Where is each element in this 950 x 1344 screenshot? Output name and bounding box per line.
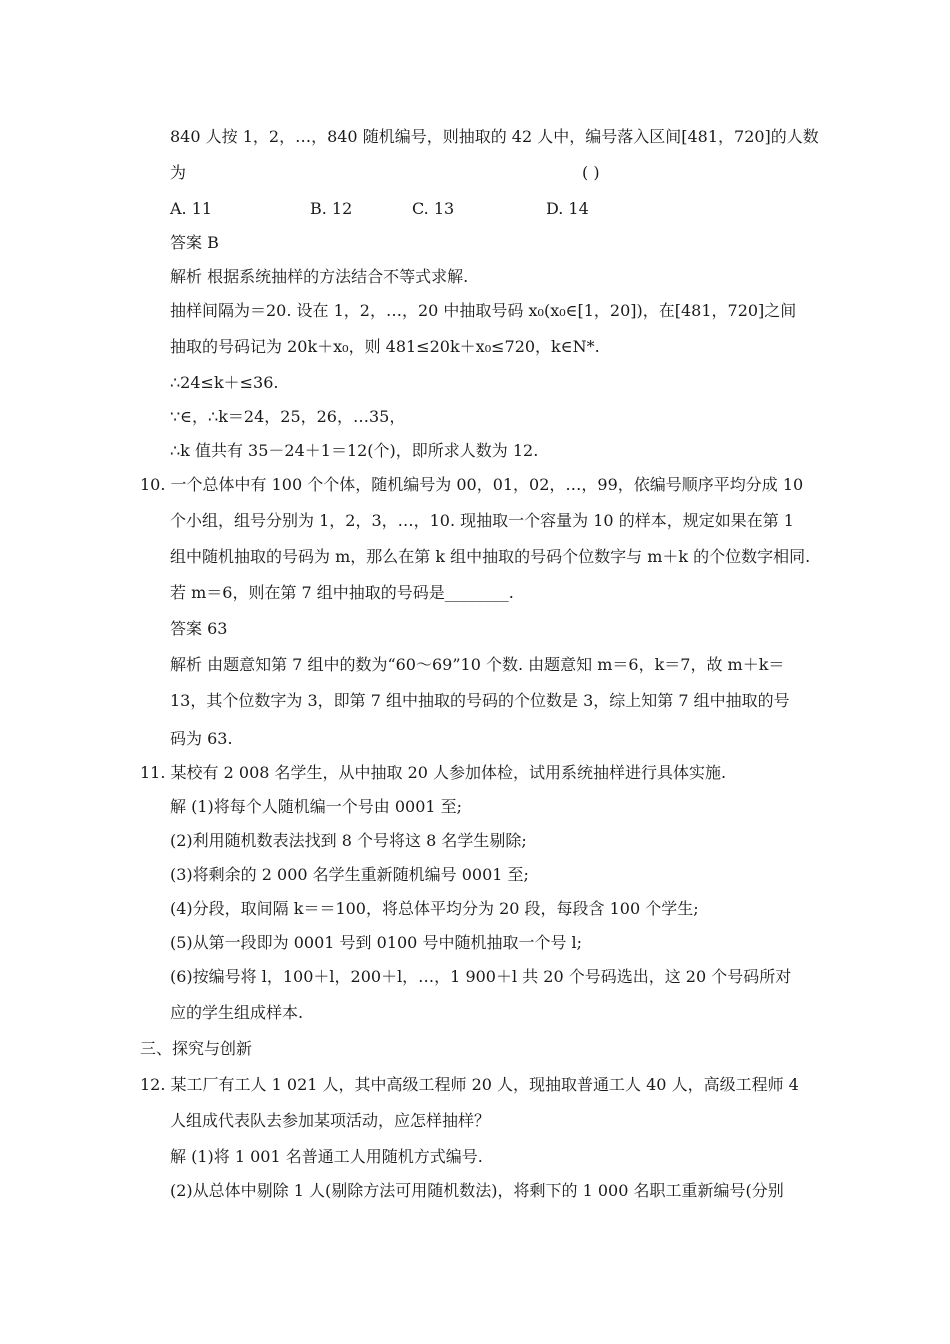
- question-11: 11. 某校有 2 008 名学生，从中抽取 20 人参加体检，试用系统抽样进行具体实施.: [140, 763, 727, 782]
- text-line: (5)从第一段即为 0001 号到 0100 号中随机抽取一个号 l;: [170, 933, 583, 952]
- solution-line: 解 (1)将每个人随机编一个号由 0001 至;: [170, 797, 463, 816]
- text-line: 抽样间隔为＝20. 设在 1，2，…，20 中抽取号码 x₀(x₀∈[1，20])，在[481，720]之间: [170, 301, 797, 320]
- question-10: 10. 一个总体中有 100 个个体，随机编号为 00，01，02，…，99，依编号顺序平均分成 10: [140, 475, 804, 494]
- option-a: A. 11: [170, 199, 213, 218]
- text-line: 应的学生组成样本.: [170, 1003, 304, 1022]
- text-line: 组中随机抽取的号码为 m，那么在第 k 组中抽取的号码个位数字与 m＋k 的个位数字相同.: [170, 547, 811, 566]
- text-line: (2)从总体中剔除 1 人(剔除方法可用随机数法)，将剩下的 1 000 名职工重新编号(分别: [170, 1181, 784, 1200]
- text-line: (3)将剩余的 2 000 名学生重新随机编号 0001 至;: [170, 865, 529, 884]
- text-line: 若 m＝6，则在第 7 组中抽取的号码是________.: [170, 583, 514, 602]
- text-line: 人组成代表队去参加某项活动，应怎样抽样？: [170, 1111, 491, 1130]
- text-line: 抽取的号码记为 20k＋x₀，则 481≤20k＋x₀≤720，k∈N*.: [170, 337, 600, 356]
- text-line: ∴24≤k＋≤36.: [170, 373, 279, 392]
- answer-line: 答案 63: [170, 619, 228, 638]
- answer-bracket: ( ): [582, 163, 600, 182]
- analysis-line: 解析 由题意知第 7 组中的数为“60～69”10 个数. 由题意知 m＝6，k＝7，故 m＋k＝: [170, 655, 785, 674]
- text-line: 个小组，组号分别为 1，2，3，…，10. 现抽取一个容量为 10 的样本，规定如果在第 1: [170, 511, 794, 530]
- text-line: (2)利用随机数表法找到 8 个号将这 8 名学生剔除;: [170, 831, 527, 850]
- text-line: ∴k 值共有 35－24＋1＝12(个)，即所求人数为 12.: [170, 441, 539, 460]
- solution-line: 解 (1)将 1 001 名普通工人用随机方式编号.: [170, 1147, 483, 1166]
- option-b: B. 12: [310, 199, 353, 218]
- text-line: 13，其个位数字为 3，即第 7 组中抽取的号码的个位数是 3，综上知第 7 组中抽取的号: [170, 691, 790, 710]
- text-line: (6)按编号将 l，100＋l，200＋l，…，1 900＋l 共 20 个号码选出，这 20 个号码所对: [170, 967, 792, 986]
- section-heading: 三、探究与创新: [140, 1039, 253, 1058]
- analysis-line: 解析 根据系统抽样的方法结合不等式求解.: [170, 267, 469, 286]
- option-d: D. 14: [546, 199, 589, 218]
- text-line: 码为 63.: [170, 729, 233, 748]
- text-line: 840 人按 1，2，…，840 随机编号，则抽取的 42 人中，编号落入区间[481，720]的人数: [170, 127, 819, 146]
- text-line: 为: [170, 163, 187, 182]
- question-12: 12. 某工厂有工人 1 021 人，其中高级工程师 20 人，现抽取普通工人 40 人，高级工程师 4: [140, 1075, 799, 1094]
- text-line: (4)分段，取间隔 k＝＝100，将总体平均分为 20 段，每段含 100 个学生;: [170, 899, 699, 918]
- answer-line: 答案 B: [170, 233, 219, 252]
- option-c: C. 13: [412, 199, 455, 218]
- text-line: ∵∈，∴k＝24，25，26，…35，: [170, 407, 406, 426]
